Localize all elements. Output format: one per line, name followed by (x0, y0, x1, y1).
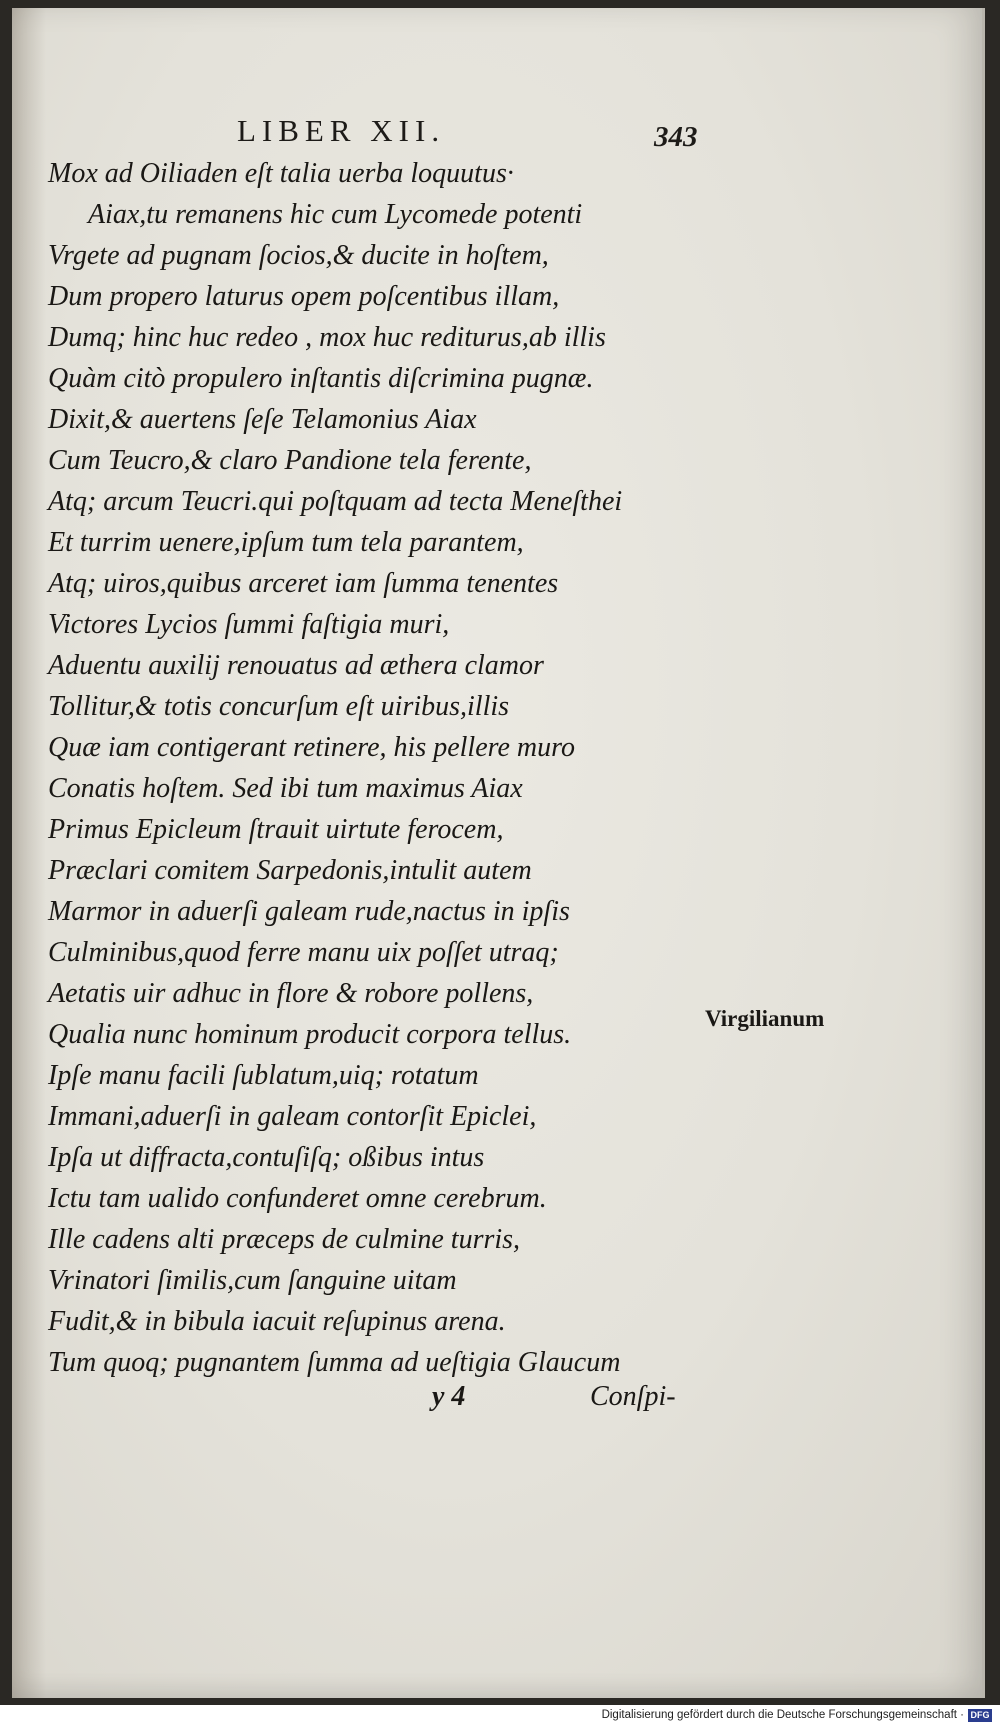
verse-line: Et turrim uenere,ipſum tum tela parantem, (48, 527, 524, 558)
book-page (12, 8, 985, 1698)
verse-line: Aduentu auxilij renouatus ad æthera clamor (48, 650, 544, 681)
verse-line: Ictu tam ualido confunderet omne cerebrum. (48, 1183, 547, 1214)
dfg-logo-icon: DFG (968, 1709, 992, 1722)
verse-line: Atq; arcum Teucri.qui poſtquam ad tecta Meneſthei (48, 486, 623, 517)
signature-mark: y 4 (432, 1381, 466, 1412)
verse-line: Ille cadens alti præceps de culmine turris, (48, 1224, 521, 1255)
verse-line: Vrinatori ſimilis,cum ſanguine uitam (48, 1265, 457, 1296)
verse-line: Conatis hoſtem. Sed ibi tum maximus Aiax (48, 773, 523, 804)
verse-line: Cum Teucro,& claro Pandione tela ferente, (48, 445, 532, 476)
verse-line: Præclari comitem Sarpedonis,intulit autem (48, 855, 532, 886)
verse-line: Aiax,tu remanens hic cum Lycomede potenti (88, 199, 583, 230)
footer-credit: Digitalisierung gefördert durch die Deutsche Forschungsgemeinschaft · (601, 1709, 964, 1721)
verse-line: Dum propero laturus opem poſcentibus illam, (48, 281, 560, 312)
verse-line: Culminibus,quod ferre manu uix poſſet utraq; (48, 937, 559, 968)
verse-line: Primus Epicleum ſtrauit uirtute ferocem, (48, 814, 504, 845)
verse-line: Tum quoq; pugnantem ſumma ad ueſtigia Glaucum (48, 1347, 621, 1378)
verse-line: Quàm citò propulero inſtantis diſcrimina pugnæ. (48, 363, 594, 394)
verse-line: Tollitur,& totis concurſum eſt uiribus,illis (48, 691, 510, 722)
verse-line: Marmor in aduerſi galeam rude,nactus in ipſis (48, 896, 570, 927)
verse-line: Dumq; hinc huc redeo , mox huc rediturus,ab illis (48, 322, 606, 353)
margin-note: Virgilianum (705, 1006, 825, 1031)
digitization-footer (0, 1705, 1000, 1727)
verse-line: Quæ iam contigerant retinere, his pellere muro (48, 732, 575, 763)
folio-number: 343 (654, 121, 698, 153)
verse-line: Atq; uiros,quibus arceret iam ſumma tenentes (48, 568, 559, 599)
verse-line: Victores Lycios ſummi faſtigia muri, (48, 609, 450, 640)
verse-line: Ipſe manu facili ſublatum,uiq; rotatum (48, 1060, 479, 1091)
running-head: LIBER XII. (237, 113, 446, 148)
verse-line: Aetatis uir adhuc in flore & robore pollens, (48, 978, 534, 1009)
catchword: Conſpi- (590, 1381, 676, 1412)
verse-line: Qualia nunc hominum producit corpora tellus. (48, 1019, 572, 1050)
page-gutter (12, 8, 46, 1698)
verse-line: Dixit,& auertens ſeſe Telamonius Aiax (48, 404, 477, 435)
verse-line: Vrgete ad pugnam ſocios,& ducite in hoſtem, (48, 240, 549, 271)
verse-line: Ipſa ut diffracta,contuſiſq; oßibus intus (48, 1142, 485, 1173)
verse-line: Mox ad Oiliaden eſt talia uerba loquutus· (48, 158, 514, 189)
verse-line: Immani,aduerſi in galeam contorſit Epiclei, (48, 1101, 537, 1132)
verse-line: Fudit,& in bibula iacuit reſupinus arena. (48, 1306, 506, 1337)
